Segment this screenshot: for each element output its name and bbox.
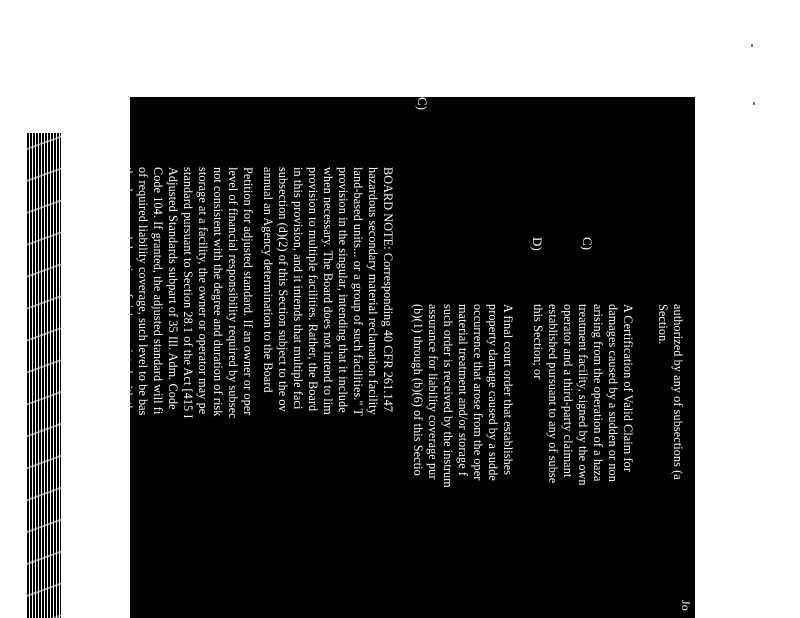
- text-line: that required by subsection (a) or (b) of this Sectio: [61, 167, 75, 419]
- speck: [753, 102, 755, 105]
- text-line: not consistent with the degree and duration of risk: [211, 167, 225, 417]
- text-line: standard pursuant to Section 28.1 of the Act [415 I: [181, 167, 195, 419]
- text-line: occurrence that arose from the oper: [471, 304, 485, 481]
- text-line: authorized by any of subsections (a: [671, 304, 685, 480]
- text-line: provision to multiple facilities. Rather, the Board: [306, 167, 320, 412]
- item-d-marker: D): [530, 237, 545, 251]
- text-line: storage at a facility, the owner or operator may pe: [196, 167, 210, 415]
- top-section-marker: C): [415, 97, 430, 111]
- text-line: BOARD NOTE: Corresponding 40 CFR 261.147: [381, 167, 395, 413]
- text-line: subsection (d)(2) of this Section subject to the ov: [276, 167, 290, 412]
- text-line: A final court order that establishes: [501, 304, 515, 476]
- text-line: this Section; or: [531, 304, 545, 380]
- speck: [751, 44, 753, 47]
- text-line: such order is received by the instrum: [441, 304, 455, 488]
- scanned-page: [61, 97, 695, 618]
- text-line: A Certification of Valid Claim for: [621, 304, 635, 473]
- scanner-edge-artifact: [27, 133, 61, 618]
- text-line: Section.: [656, 304, 670, 345]
- item-c-marker: C): [580, 237, 595, 251]
- text-line: Adjusted Standards subpart of 35 Ill. Adm. Code: [166, 167, 180, 410]
- text-line: of required liability coverage, such level to be bas: [136, 167, 150, 416]
- text-line: property damage caused by a sudde: [486, 304, 500, 481]
- text-line: hazardous secondary material reclamation facility: [366, 167, 380, 415]
- text-line: land-based units... or a group of such facilities." T: [351, 167, 365, 417]
- text-line: material treatment and/or storage f: [456, 304, 470, 477]
- text-line: established pursuant to any of subse: [546, 304, 560, 484]
- text-line: (b)(1) through (b)(6) of this Sectio: [411, 304, 425, 476]
- text-line: Code 104. If granted, the adjusted standard will fi: [151, 167, 165, 415]
- page-number: Jo: [679, 600, 693, 611]
- text-line: facility or group of facilities. The owner or opera: [106, 167, 120, 412]
- text-line: operator and a third-party claimant: [561, 304, 575, 478]
- text-line: level of financial responsibility required by subsec: [226, 167, 240, 419]
- text-line: provision in the singular, intending that it include: [336, 167, 350, 413]
- text-line: for the Board to determine that an alternative leve: [76, 167, 90, 416]
- text-line: when necessary. The Board does not intend to lim: [321, 167, 335, 415]
- text-line: assurance for liability coverage pur: [426, 304, 440, 480]
- text-line: damages caused by a sudden or non: [606, 304, 620, 482]
- text-line: annual an Agency determination to the Board: [261, 167, 275, 393]
- text-line: the degree and duration of risk associated with the: [121, 167, 135, 418]
- text-line: in this provision, and it intends that multiple faci: [291, 167, 305, 410]
- text-line: Petition for adjusted standard. If an owner or oper: [241, 167, 255, 416]
- text-line: arising from the operation of a haza: [591, 304, 605, 482]
- rotated-document: [61, 97, 695, 618]
- text-line: standard must provide such technical and enginee: [91, 167, 105, 415]
- text-line: treatment facility, signed by the own: [576, 304, 590, 486]
